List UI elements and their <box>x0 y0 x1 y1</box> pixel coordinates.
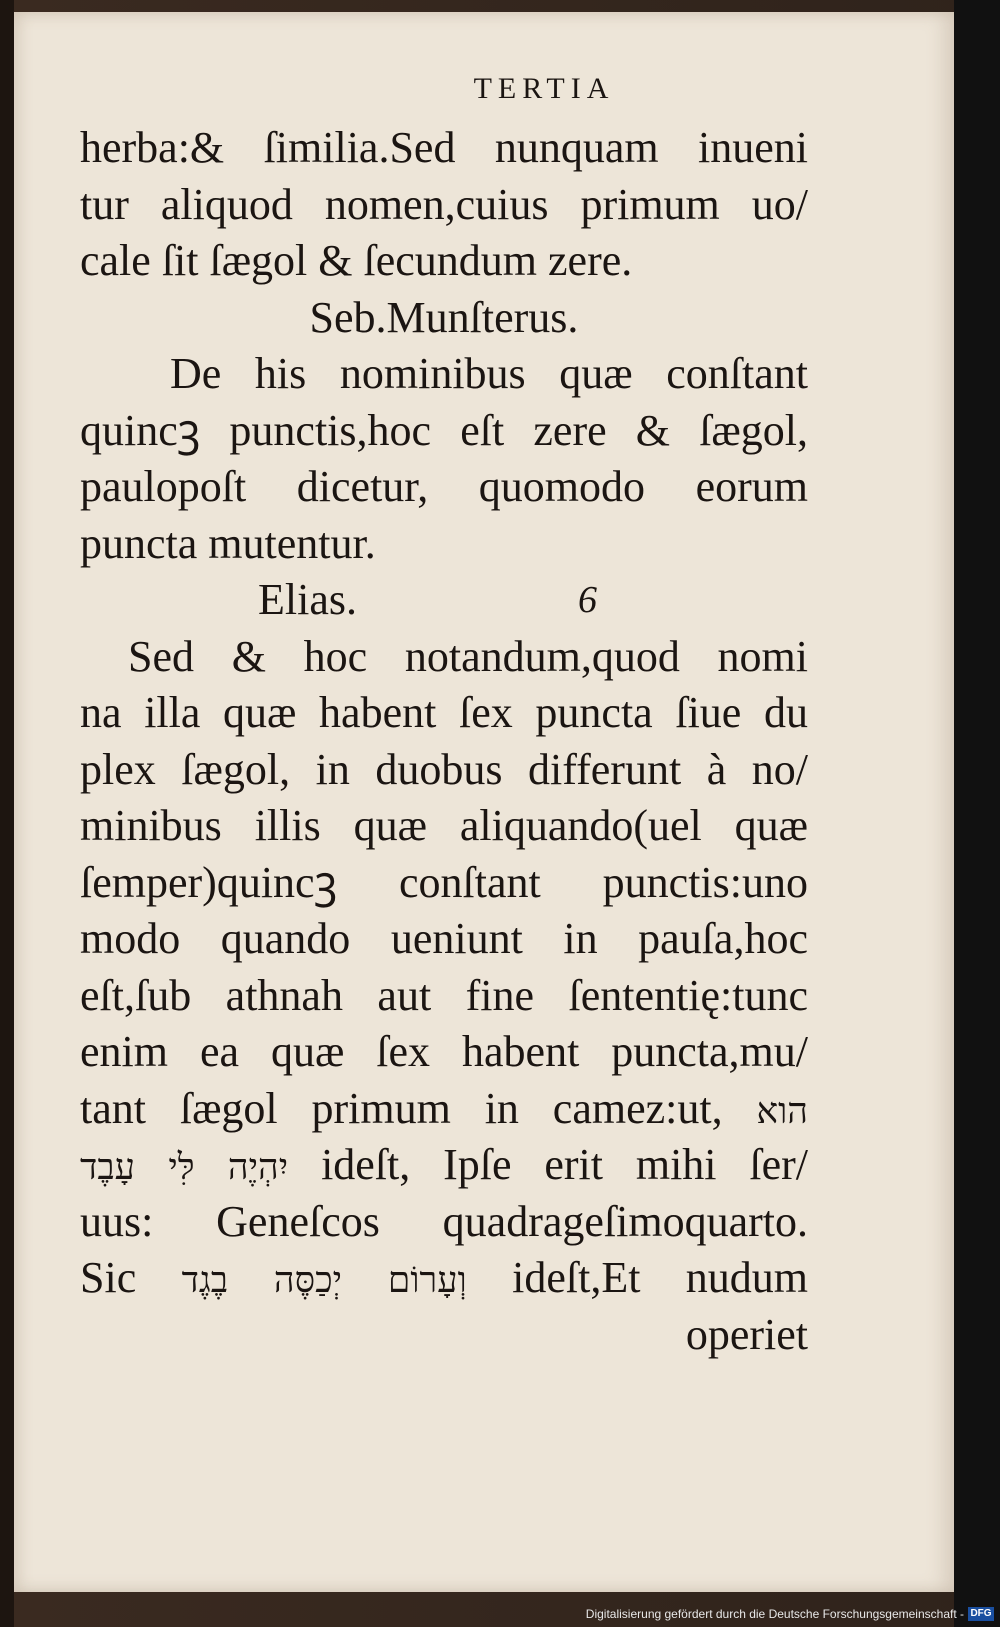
catchword: operiet <box>685 1309 808 1359</box>
book-page <box>14 12 954 1592</box>
text-line: herba:& ſimilia.Sed nunquam inueni <box>80 123 808 172</box>
text-line: De his nominibus quæ conſtant <box>170 349 808 398</box>
binding-edge <box>0 0 14 1627</box>
digitization-credit <box>586 1607 994 1621</box>
credit-text: Digitalisierung gefördert durch die Deutsche Forschungsgemeinschaft - <box>585 1607 964 1621</box>
text-line: eſt,ſub athnah aut fine ſententię:tunc <box>80 970 808 1020</box>
latin-text: ideſt,Et nudum <box>512 1253 808 1302</box>
section-number: 6 <box>578 579 597 621</box>
latin-text: Sic <box>80 1253 137 1302</box>
text-line: plex ſægol, in duobus differunt à no/ <box>80 744 808 794</box>
section-heading <box>80 572 808 629</box>
page-body <box>80 120 808 1363</box>
text-line <box>80 1137 808 1194</box>
text-line: puncta mutentur. <box>80 518 376 568</box>
section-heading: Seb.Munſterus. <box>309 292 579 342</box>
text-line: modo quando ueniunt in pauſa,hoc <box>80 914 808 963</box>
dfg-logo-icon: DFG <box>968 1607 994 1621</box>
text-line: tur aliquod nomen,cuius primum uo/ <box>80 179 808 229</box>
hebrew-text: יִהְיֶה לִּי עָבֶד <box>80 1147 289 1188</box>
text-line: paulopoſt dicetur, quomodo eorum <box>80 462 808 511</box>
text-line: quincꝫ punctis,hoc eſt zere & ſægol, <box>80 405 808 455</box>
text-line: enim ea quæ ſex habent puncta,mu/ <box>80 1027 808 1076</box>
hebrew-text: וְעָרוֹם יְכַסֶּה בֶגֶד <box>181 1260 467 1301</box>
text-line: na illa quæ habent ſex puncta ſiue du <box>80 688 808 737</box>
heading-name: Elias. <box>258 575 357 624</box>
text-line: Sed & hoc notandum,quod nomi <box>128 631 808 681</box>
text-line <box>80 1081 808 1138</box>
latin-text: ideſt, Ipſe erit mihi ſer/ <box>321 1140 808 1189</box>
hebrew-text: הוא <box>756 1090 808 1132</box>
text-line: ſemper)quincꝫ conſtant punctis:uno <box>80 857 808 907</box>
text-line: cale ſit ſægol & ſecundum zere. <box>80 236 633 285</box>
text-line: minibus illis quæ aliquando(uel quæ <box>80 801 808 850</box>
scan-background-edge <box>954 0 1000 1627</box>
text-line <box>80 1250 808 1307</box>
text-line: uus: Geneſcos quadrageſimoquarto. <box>80 1196 808 1246</box>
latin-text: tant ſægol primum in camez:ut, <box>80 1083 723 1133</box>
running-head: TERTIA <box>473 72 615 105</box>
